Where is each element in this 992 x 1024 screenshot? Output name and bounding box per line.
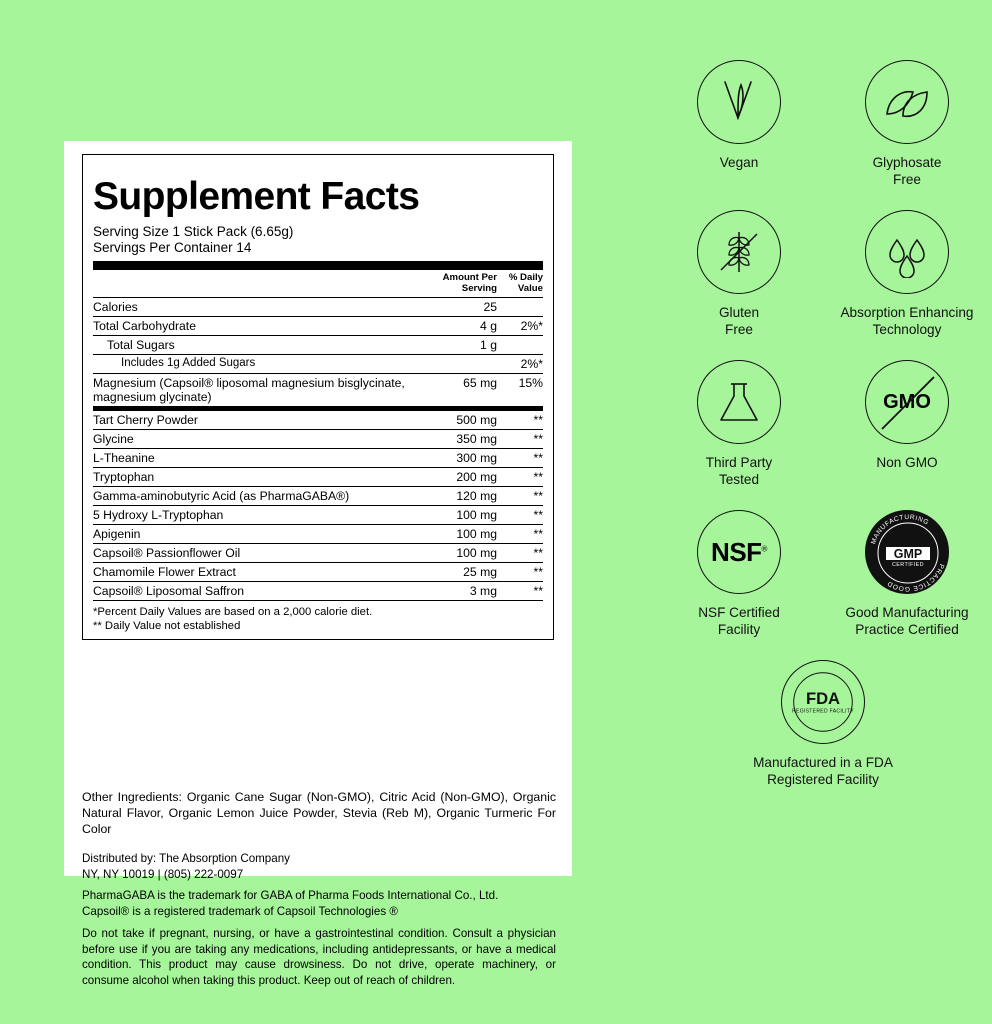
badge-label-line2: Free — [893, 172, 921, 187]
nutrient-amount: 350 mg — [419, 430, 497, 449]
svg-text:CERTIFIED: CERTIFIED — [892, 562, 924, 568]
nutrient-name: L-Theanine — [93, 449, 419, 468]
table-row — [93, 298, 543, 317]
badge-label-line2: Free — [725, 322, 753, 337]
badge-label — [698, 604, 780, 638]
nutrient-name: Chamomile Flower Extract — [93, 563, 419, 582]
nutrient-name: Apigenin — [93, 525, 419, 544]
nsf-text: NSF — [711, 536, 762, 567]
badge-label — [873, 154, 942, 188]
table-row — [93, 544, 543, 563]
table-row — [93, 317, 543, 336]
nutrient-amount: 100 mg — [419, 506, 497, 525]
nutrient-name: Calories — [93, 298, 419, 317]
badge-label-line1: Absorption Enhancing — [840, 305, 974, 320]
footnote-percent-dv: *Percent Daily Values are based on a 2,000 calorie diet. — [93, 606, 373, 618]
badge-label-line2: Registered Facility — [767, 772, 879, 787]
header-dv-line2: Value — [517, 283, 543, 294]
table-row — [93, 355, 543, 374]
badge-label-line2: Technology — [872, 322, 942, 337]
svg-text:MANUFACTURING: MANUFACTURING — [870, 513, 930, 546]
badge-label-line2: Practice Certified — [855, 622, 959, 637]
nutrient-dv: ** — [497, 430, 543, 449]
badges-panel — [636, 0, 992, 1024]
rule-thick-top — [93, 261, 543, 270]
badge-label-line2: Facility — [717, 622, 761, 637]
badge-fda-registered-facility — [743, 660, 903, 788]
badge-label-line1: Third Party — [705, 455, 773, 470]
supplement-facts-box — [82, 154, 554, 640]
vegan-leaf-icon — [711, 72, 767, 132]
nutrient-dv: ** — [497, 468, 543, 487]
badge-label — [845, 604, 968, 638]
badge-label-line2: Tested — [718, 472, 760, 487]
nutrient-dv: ** — [497, 582, 543, 601]
distributed-by-line2: NY, NY 10019 | (805) 222-0097 — [82, 867, 244, 881]
nutrient-amount: 300 mg — [419, 449, 497, 468]
nutrient-amount: 200 mg — [419, 468, 497, 487]
badge-circle — [697, 360, 781, 444]
supplement-label-card — [64, 141, 572, 987]
nutrient-name: Glycine — [93, 430, 419, 449]
table-row — [93, 374, 543, 407]
nutrient-name: Includes 1g Added Sugars — [93, 355, 419, 374]
badge-label — [753, 754, 893, 788]
header-amount-per-serving — [419, 270, 497, 298]
nutrient-name: Gamma-aminobutyric Acid (as PharmaGABA®) — [93, 487, 419, 506]
nutrient-dv: ** — [497, 506, 543, 525]
badge-circle — [781, 660, 865, 744]
badge-circle — [865, 510, 949, 594]
servings-per-container: Servings Per Container 14 — [93, 240, 252, 255]
badge-circle — [697, 210, 781, 294]
nutrient-name: 5 Hydroxy L-Tryptophan — [93, 506, 419, 525]
header-dv-line1: % Daily — [508, 272, 543, 283]
nutrient-dv: 2%* — [497, 317, 543, 336]
nutrient-amount: 25 mg — [419, 563, 497, 582]
droplets-icon — [881, 226, 933, 278]
svg-text:FDA: FDA — [805, 688, 841, 708]
footnote-dv-not-established: ** Daily Value not established — [93, 619, 241, 632]
nutrient-dv: ** — [497, 487, 543, 506]
badge-label-line1: Good Manufacturing — [845, 605, 969, 620]
registered-mark: ® — [761, 543, 767, 553]
gmp-certified-icon — [866, 511, 949, 594]
page-title: Supplement Facts — [93, 175, 420, 218]
trademark-line2: Capsoil® is a registered trademark of Capsoil Technologies ® — [82, 904, 398, 918]
slash-overlay-icon — [866, 361, 949, 444]
badge-gmp-certified — [827, 510, 987, 638]
wheat-crossed-icon — [709, 222, 769, 282]
header-daily-value — [497, 270, 543, 298]
footnotes — [93, 601, 543, 633]
serving-size: Serving Size 1 Stick Pack (6.65g) — [93, 224, 294, 239]
nutrient-amount: 120 mg — [419, 487, 497, 506]
svg-text:REGISTERED FACILITY: REGISTERED FACILITY — [792, 708, 854, 715]
nutrient-amount: 4 g — [419, 317, 497, 336]
nutrient-name: Tart Cherry Powder — [93, 411, 419, 430]
badge-grid — [658, 60, 988, 788]
nutrition-table-top — [93, 270, 543, 406]
distributed-by-line1: Distributed by: The Absorption Company — [82, 852, 290, 865]
two-leaves-icon — [879, 74, 935, 130]
nutrient-name: Capsoil® Liposomal Saffron — [93, 582, 419, 601]
trademark-line1: PharmaGABA is the trademark for GABA of Pharma Foods International Co., Ltd. — [82, 889, 499, 902]
nutrient-amount: 3 mg — [419, 582, 497, 601]
table-row — [93, 487, 543, 506]
nutrient-amount: 100 mg — [419, 544, 497, 563]
nsf-icon — [711, 537, 767, 568]
badge-gluten-free — [659, 210, 819, 338]
nutrient-dv — [497, 298, 543, 317]
badge-label-line1: Gluten — [718, 305, 760, 320]
badge-circle — [697, 60, 781, 144]
nutrient-name: Capsoil® Passionflower Oil — [93, 544, 419, 563]
nutrient-amount — [419, 355, 497, 374]
nutrient-name: Magnesium (Capsoil® liposomal magnesium bisglycinate, magnesium glycinate) — [93, 376, 405, 404]
nutrient-dv: 15% — [518, 376, 543, 390]
nutrient-name: Total Carbohydrate — [93, 317, 419, 336]
badge-label: Vegan — [719, 155, 759, 170]
badge-third-party-tested — [659, 360, 819, 488]
nutrient-dv: ** — [497, 544, 543, 563]
badge-absorption-enhancing-technology — [827, 210, 987, 338]
nutrient-name: Tryptophan — [93, 468, 419, 487]
badge-non-gmo — [827, 360, 987, 488]
fda-icon — [782, 660, 864, 744]
warning-text: Do not take if pregnant, nursing, or have a gastrointestinal condition. Consult a physician before use if you are taking any medications, including antidepressants, or have a medical condition. This product may cause drowsiness. Do not drive, operate machinery, or consume alcohol when taking this product. Keep out of reach of children. — [82, 927, 556, 987]
nutrient-dv: ** — [497, 449, 543, 468]
nutrition-table-bottom — [93, 411, 543, 601]
other-ingredients: Other Ingredients: Organic Cane Sugar (Non-GMO), Citric Acid (Non-GMO), Organic Natural Flavor, Organic Lemon Juice Powder, Stevia (Reb M), Organic Turmeric For Color — [82, 790, 556, 836]
badge-label-line1: Manufactured in a FDA — [753, 755, 893, 770]
badge-label — [840, 304, 973, 338]
nutrient-amount: 1 g — [419, 336, 497, 355]
badge-label — [706, 454, 772, 488]
table-row — [93, 506, 543, 525]
table-row — [93, 468, 543, 487]
badge-label — [719, 304, 759, 338]
table-row — [93, 336, 543, 355]
badge-label-line1: Glyphosate — [872, 155, 942, 170]
nutrient-dv: 2%* — [497, 355, 543, 374]
header-amount-line2: Serving — [461, 283, 497, 294]
nutrient-amount: 100 mg — [419, 525, 497, 544]
nutrient-dv: ** — [497, 411, 543, 430]
table-row — [93, 430, 543, 449]
gmo-crossed-icon: GMO — [883, 390, 931, 413]
table-row — [93, 525, 543, 544]
nutrient-dv: ** — [497, 525, 543, 544]
nutrient-name: Total Sugars — [93, 336, 419, 355]
badge-nsf-certified-facility — [659, 510, 819, 638]
nutrient-dv — [497, 336, 543, 355]
nutrient-dv: ** — [497, 563, 543, 582]
nutrient-amount: 65 mg — [463, 376, 497, 390]
table-row — [93, 563, 543, 582]
table-row — [93, 411, 543, 430]
badge-vegan — [659, 60, 819, 188]
badge-glyphosate-free — [827, 60, 987, 188]
table-row — [93, 582, 543, 601]
flask-icon — [712, 374, 766, 430]
table-header-row — [93, 270, 543, 298]
badge-circle — [865, 60, 949, 144]
svg-text:PRACTICE GOOD: PRACTICE GOOD — [886, 562, 946, 593]
badge-label: Non GMO — [876, 455, 938, 470]
badge-circle — [865, 360, 949, 444]
table-row — [93, 449, 543, 468]
badge-circle — [865, 210, 949, 294]
header-spacer — [93, 270, 419, 298]
header-amount-line1: Amount Per — [442, 272, 497, 283]
nutrient-amount: 500 mg — [419, 411, 497, 430]
trademark-notice — [82, 888, 556, 919]
distributed-by — [82, 851, 556, 882]
svg-text:GMP: GMP — [893, 547, 923, 561]
nutrient-amount: 25 — [419, 298, 497, 317]
badge-circle — [697, 510, 781, 594]
badge-label-line1: NSF Certified — [698, 605, 780, 620]
